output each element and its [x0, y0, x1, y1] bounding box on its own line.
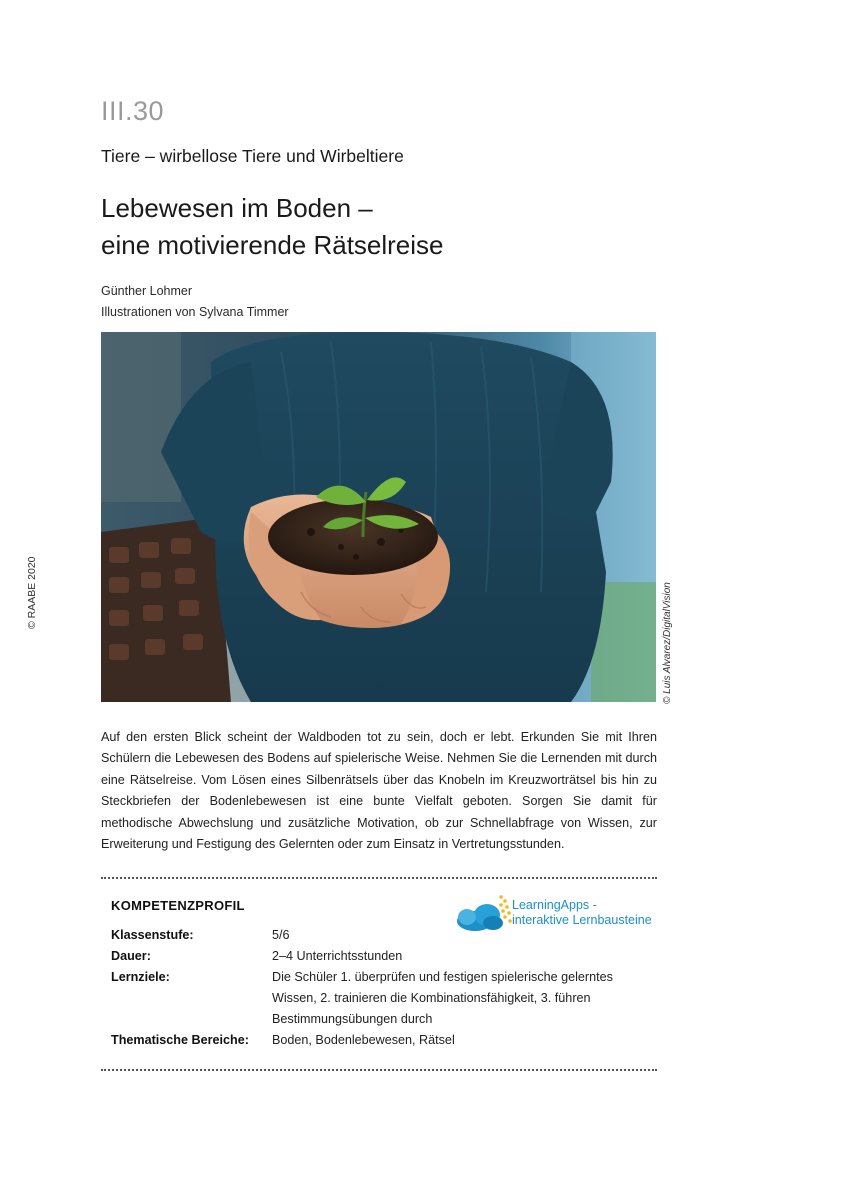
title-line-1: Lebewesen im Boden –: [101, 193, 373, 223]
author-name: Günther Lohmer: [101, 284, 193, 298]
profile-label: Klassenstufe:: [111, 928, 194, 942]
profile-row-klassenstufe: [111, 925, 651, 946]
logo-text-line-1: LearningApps -: [512, 898, 597, 912]
author-block: [101, 281, 289, 323]
divider-bottom: [101, 1069, 657, 1071]
photo-illustration: [101, 332, 656, 702]
profile-row-lernziele: [111, 967, 651, 1030]
profile-label: Dauer:: [111, 949, 151, 963]
photo-credit: © Luis Alvarez/DigitalVision: [662, 582, 673, 704]
profile-value: Boden, Bodenlebewesen, Rätsel: [272, 1033, 455, 1047]
profile-value: Die Schüler 1. überprüfen und festigen spielerische gelerntes Wissen, 2. trainieren die Kombinationsfähigkeit, 3. führen Bestimmungsübungen durch: [272, 970, 613, 1026]
hands-holding-seedling-photo: [101, 332, 656, 702]
profile-label: Thematische Bereiche:: [111, 1033, 249, 1047]
profile-value: 2–4 Unterrichtsstunden: [272, 949, 403, 963]
title-line-2: eine motivierende Rätselreise: [101, 230, 444, 260]
section-number: III.30: [101, 96, 165, 126]
kompetenzprofil-heading: KOMPETENZPROFIL: [111, 898, 245, 913]
intro-paragraph: Auf den ersten Blick scheint der Waldboden tot zu sein, doch er lebt. Erkunden Sie mit Ihren Schülern die Lebewesen des Bodens auf spielerische Weise. Nehmen Sie die Lernenden mit durch eine Rätselreise. Vom Lösen eines Silbenrätsels über das Knobeln im Kreuzworträtsel bis hin zu Steckbriefen der Bodenlebewesen ist eine bunte Vielfalt geboten. Sorgen Sie damit für methodische Abwechslung und zusätzliche Motivation, ob zur Schnellabfrage von Wissen, zur Erweiterung und Festigung des Gelernten oder zum Einsatz in Vertretungsstunden.: [101, 730, 657, 852]
page-title: [101, 190, 444, 264]
profile-label: Lernziele:: [111, 970, 170, 984]
profile-row-thematische-bereiche: [111, 1030, 651, 1051]
profile-value: 5/6: [272, 928, 290, 942]
logo-text-line-2: interaktive Lernbausteine: [512, 913, 652, 927]
profile-row-dauer: [111, 946, 651, 967]
copyright-note: © RAABE 2020: [26, 556, 38, 629]
illustrator-name: Illustrationen von Sylvana Timmer: [101, 305, 289, 319]
subject-heading: Tiere – wirbellose Tiere und Wirbeltiere: [101, 146, 404, 166]
divider-top: [101, 877, 657, 879]
